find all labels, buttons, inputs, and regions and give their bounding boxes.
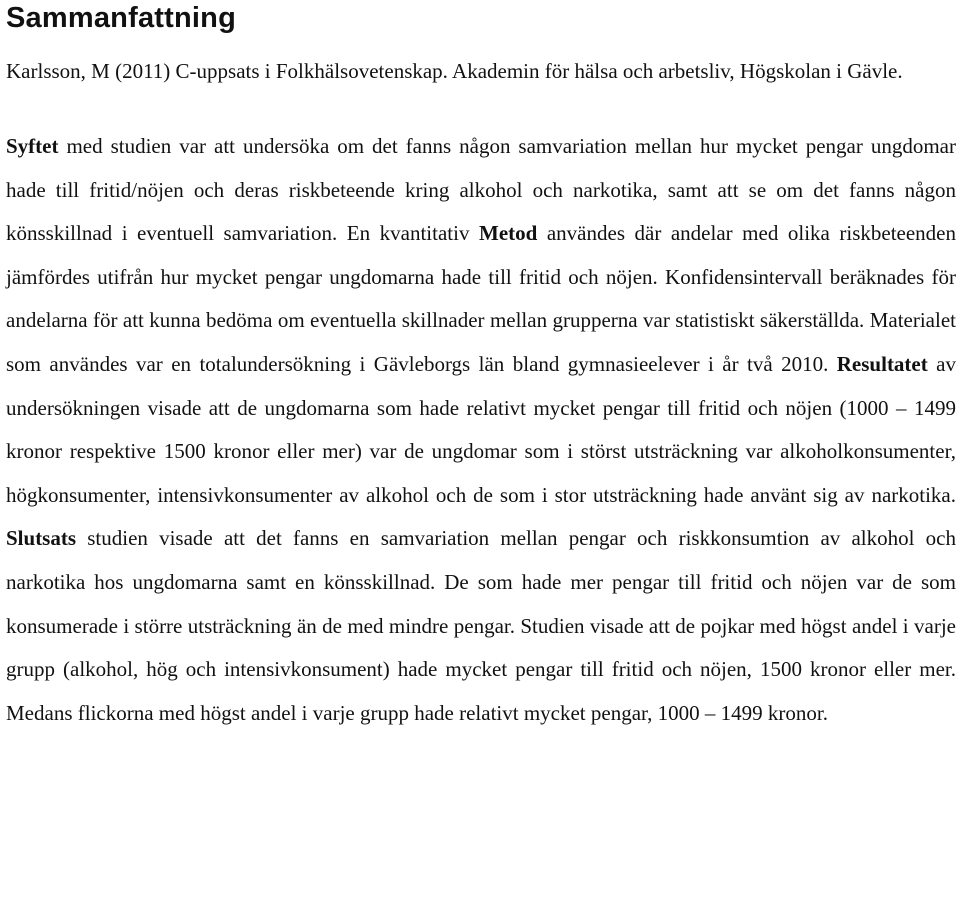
resultat-text: av undersökningen visade att de ungdomarna som hade relativt mycket pengar till fritid och nöjen (1000 – 1499 kronor respektive 1500 kronor eller mer) var de ungdomar som i störst utsträckning var alkoholkonsumenter, högkonsumenter, intensivkonsumenter av alkohol och de som i stor utsträckning hade använt sig av narkotika. bbox=[6, 351, 956, 507]
slutsats-label: Slutsats bbox=[6, 526, 77, 551]
document-page bbox=[6, 0, 956, 735]
abstract-paragraph bbox=[6, 125, 956, 735]
page-title: Sammanfattning bbox=[6, 2, 236, 34]
citation: Karlsson, M (2011) C-uppsats i Folkhälsovetenskap. Akademin för hälsa och arbetsliv, Högskolan i Gävle. bbox=[6, 59, 903, 83]
metod-text: användes där andelar med olika riskbeteenden jämfördes utifrån hur mycket pengar ungdomarna hade till fritid och nöjen. Konfidensintervall beräknades för andelarna för att kunna bedöma om eventuella skillnader mellan grupperna var statistiskt säkerställda. Materialet som användes var en totalundersökning i Gävleborgs län bland gymnasieelever i år två 2010. bbox=[6, 221, 956, 376]
syfte-label: Syftet bbox=[6, 134, 59, 158]
metod-label: Metod bbox=[479, 221, 538, 246]
syfte-text: med studien var att undersöka om det fanns någon samvariation mellan hur mycket pengar ungdomar hade till fritid/nöjen och deras riskbeteende kring alkohol och narkotika, samt att se om det fanns någon könsskillnad i eventuell samvariation. En kvantitativ bbox=[6, 134, 956, 246]
slutsats-text: studien visade att det fanns en samvariation mellan pengar och riskkonsumtion av alkohol och narkotika hos ungdomarna samt en könsskillnad. De som hade mer pengar till fritid och nöjen var de som konsumerade i större utsträckning än de med mindre pengar. Studien visade att de pojkar med högst andel i varje grupp (alkohol, hög och intensivkonsument) hade mycket pengar till fritid och nöjen, 1500 kronor eller mer. Medans flickorna med högst andel i varje grupp hade relativt mycket pengar, 1000 – 1499 kronor. bbox=[6, 526, 956, 725]
resultat-label: Resultatet bbox=[836, 351, 928, 376]
